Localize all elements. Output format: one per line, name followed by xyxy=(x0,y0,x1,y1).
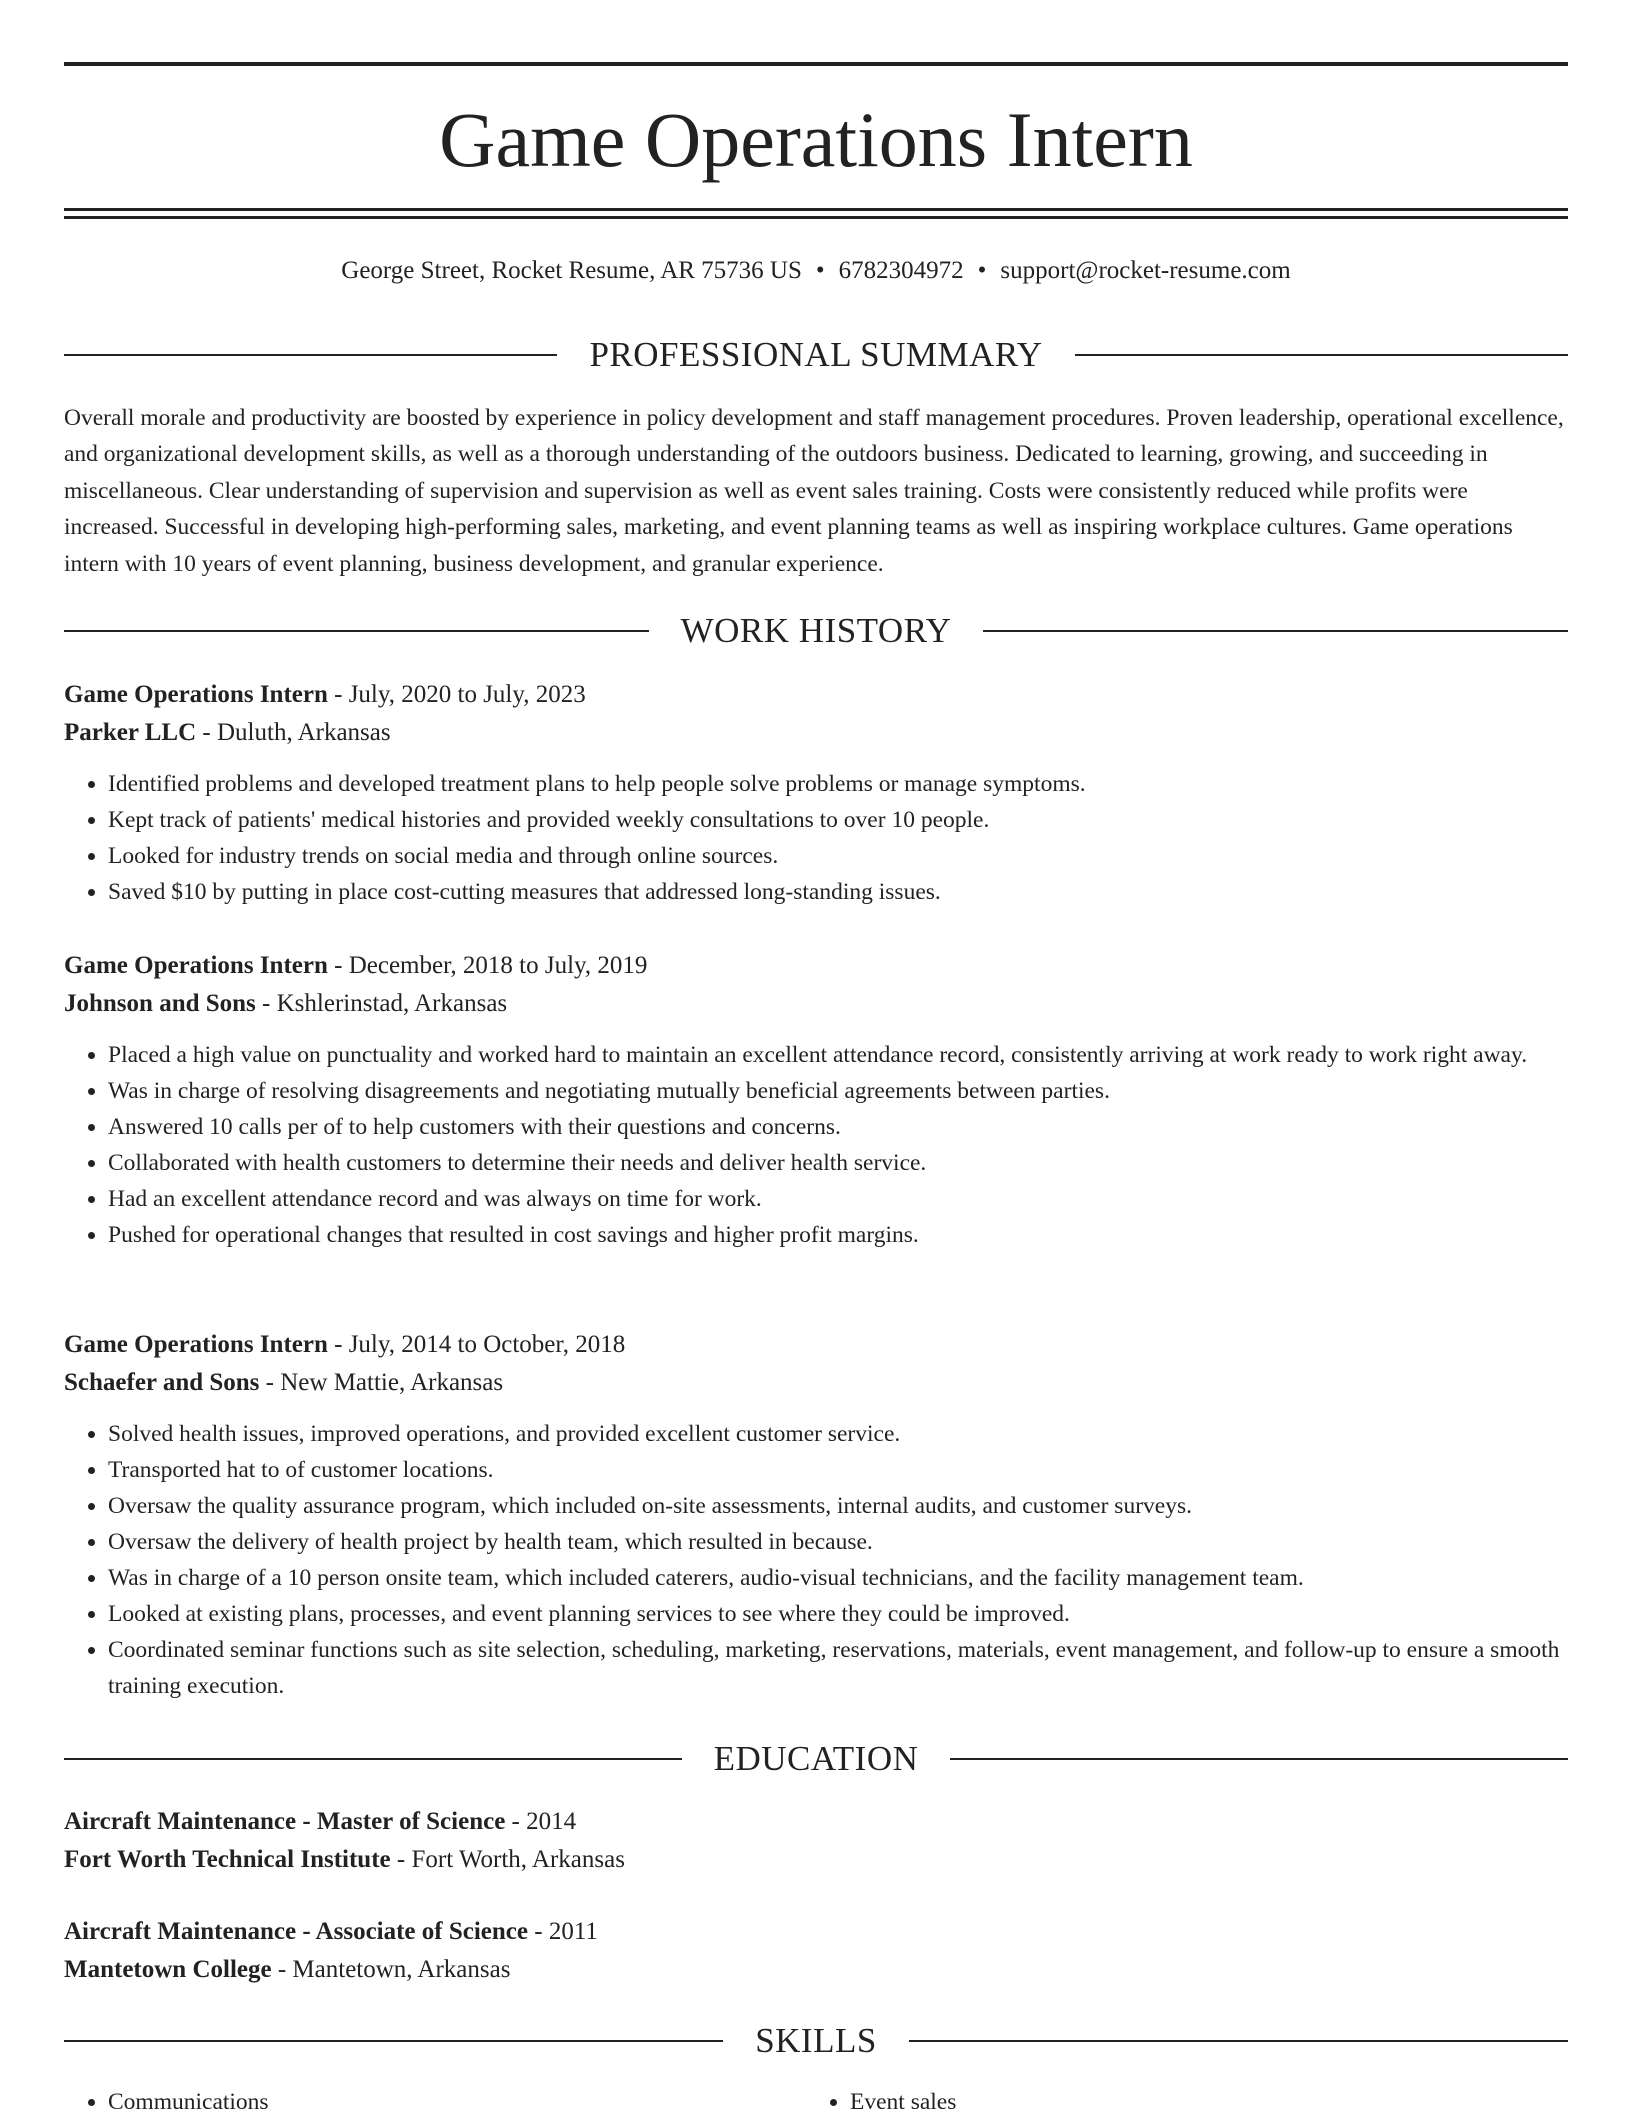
job-company-line xyxy=(64,714,1568,752)
list-item: • Kept track of patients' medical histories and provided weekly consultations to over 10 people. xyxy=(108,802,1568,838)
job-company: Schaefer and Sons xyxy=(64,1369,260,1396)
education-school-line xyxy=(64,1841,1568,1879)
section-title: EDUCATION xyxy=(713,1739,919,1778)
contact-line xyxy=(64,254,1568,288)
list-item: • Answered 10 calls per of to help customers with their questions and concerns. xyxy=(108,1109,1568,1145)
job-bullets xyxy=(64,1416,1568,1704)
education-degree: Aircraft Maintenance - Associate of Science xyxy=(64,1918,528,1945)
job-entry xyxy=(64,1326,1568,1704)
job-title-line xyxy=(64,947,1568,985)
job-dates: - July, 2014 to October, 2018 xyxy=(327,1331,626,1358)
section-header-work xyxy=(64,611,1568,651)
section-title: WORK HISTORY xyxy=(680,611,952,650)
list-item: • Oversaw the delivery of health project by health team, which resulted in because. xyxy=(108,1524,1568,1560)
education-degree: Aircraft Maintenance - Master of Science xyxy=(64,1808,506,1835)
contact-phone: 6782304972 xyxy=(838,257,964,284)
job-bullets xyxy=(64,766,1568,910)
job-dates: - December, 2018 to July, 2019 xyxy=(327,952,648,979)
job-title-line xyxy=(64,1326,1568,1364)
education-location: - Fort Worth, Arkansas xyxy=(390,1846,625,1873)
list-item: • Coordinated seminar functions such as site selection, scheduling, marketing, reservations, materials, event management, and follow-up to ensure a smooth training execution. xyxy=(108,1632,1568,1704)
education-location: - Mantetown, Arkansas xyxy=(271,1956,511,1983)
list-item: • Communications xyxy=(108,2084,808,2120)
section-title: PROFESSIONAL SUMMARY xyxy=(589,335,1043,374)
section-header-summary xyxy=(64,335,1568,375)
skills-column-left xyxy=(64,2084,808,2120)
list-item: • Was in charge of a 10 person onsite team, which included caterers, audio-visual technicians, and the facility management team. xyxy=(108,1560,1568,1596)
contact-address: George Street, Rocket Resume, AR 75736 US xyxy=(341,257,802,284)
section-rule xyxy=(950,1758,1568,1760)
list-item: • Looked at existing plans, processes, and event planning services to see where they could be improved. xyxy=(108,1596,1568,1632)
list-item: • Was in charge of resolving disagreements and negotiating mutually beneficial agreements between parties. xyxy=(108,1073,1568,1109)
job-location: - Duluth, Arkansas xyxy=(196,719,391,746)
title-rule-upper xyxy=(64,208,1568,211)
skills-list xyxy=(64,2084,1568,2120)
list-item: • Transported hat to of customer locations. xyxy=(108,1452,1568,1488)
education-year: - 2014 xyxy=(505,1808,577,1835)
contact-separator: • xyxy=(815,257,825,284)
job-dates: - July, 2020 to July, 2023 xyxy=(327,681,586,708)
education-entry xyxy=(64,1803,1568,1879)
job-company: Johnson and Sons xyxy=(64,990,256,1017)
list-item: • Pushed for operational changes that resulted in cost savings and higher profit margins. xyxy=(108,1217,1568,1253)
job-entry xyxy=(64,676,1568,910)
job-role: Game Operations Intern xyxy=(64,952,328,979)
summary-text: Overall morale and productivity are boosted by experience in policy development and staff management procedures. Proven leadership, operational excellence, and organizational development skills, as well as a thorough understanding of the outdoors business. Dedicated to learning, growing, and succeeding in miscellaneous. Clear understanding of supervision and supervision as well as event sales training. Costs were consistently reduced while profits were increased. Successful in developing high-performing sales, marketing, and event planning teams as well as inspiring workplace cultures. Game operations intern with 10 years of event planning, business development, and granular experience. xyxy=(64,405,1564,577)
job-company-line xyxy=(64,1364,1568,1402)
education-entry xyxy=(64,1913,1568,1989)
section-rule xyxy=(64,1758,682,1760)
contact-email: support@rocket-resume.com xyxy=(1000,257,1291,284)
education-year: - 2011 xyxy=(528,1918,598,1945)
list-item: • Event sales xyxy=(850,2084,956,2120)
list-item: • Solved health issues, improved operations, and provided excellent customer service. xyxy=(108,1416,1568,1452)
education-school: Mantetown College xyxy=(64,1956,272,1983)
job-bullets xyxy=(64,1037,1568,1253)
title-rule-lower xyxy=(64,216,1568,219)
skills-column-right xyxy=(806,2084,956,2120)
contact-separator: • xyxy=(977,257,987,284)
list-item: • Collaborated with health customers to determine their needs and deliver health service. xyxy=(108,1145,1568,1181)
list-item: • Oversaw the quality assurance program, which included on-site assessments, internal audits, and customer surveys. xyxy=(108,1488,1568,1524)
section-rule xyxy=(64,354,557,356)
job-company-line xyxy=(64,985,1568,1023)
list-item: • Placed a high value on punctuality and worked hard to maintain an excellent attendance record, consistently arriving at work ready to work right away. xyxy=(108,1037,1568,1073)
top-rule xyxy=(64,62,1568,66)
section-rule xyxy=(64,2040,723,2042)
section-header-education xyxy=(64,1739,1568,1779)
job-location: - Kshlerinstad, Arkansas xyxy=(255,990,508,1017)
section-rule xyxy=(983,630,1568,632)
education-school: Fort Worth Technical Institute xyxy=(64,1846,391,1873)
section-rule xyxy=(64,630,649,632)
job-company: Parker LLC xyxy=(64,719,197,746)
job-location: - New Mattie, Arkansas xyxy=(259,1369,504,1396)
section-title: SKILLS xyxy=(755,2021,877,2060)
job-title-line xyxy=(64,676,1568,714)
list-item: • Saved $10 by putting in place cost-cutting measures that addressed long-standing issues. xyxy=(108,874,1568,910)
list-item: • Identified problems and developed treatment plans to help people solve problems or manage symptoms. xyxy=(108,766,1568,802)
job-role: Game Operations Intern xyxy=(64,681,328,708)
section-header-skills xyxy=(64,2021,1568,2061)
education-degree-line xyxy=(64,1913,1568,1951)
section-rule xyxy=(1075,354,1568,356)
section-rule xyxy=(909,2040,1568,2042)
education-school-line xyxy=(64,1951,1568,1989)
list-item: • Looked for industry trends on social media and through online sources. xyxy=(108,838,1568,874)
job-role: Game Operations Intern xyxy=(64,1331,328,1358)
job-entry xyxy=(64,947,1568,1253)
list-item: • Had an excellent attendance record and was always on time for work. xyxy=(108,1181,1568,1217)
education-degree-line xyxy=(64,1803,1568,1841)
resume-title: Game Operations Intern xyxy=(439,96,1193,183)
